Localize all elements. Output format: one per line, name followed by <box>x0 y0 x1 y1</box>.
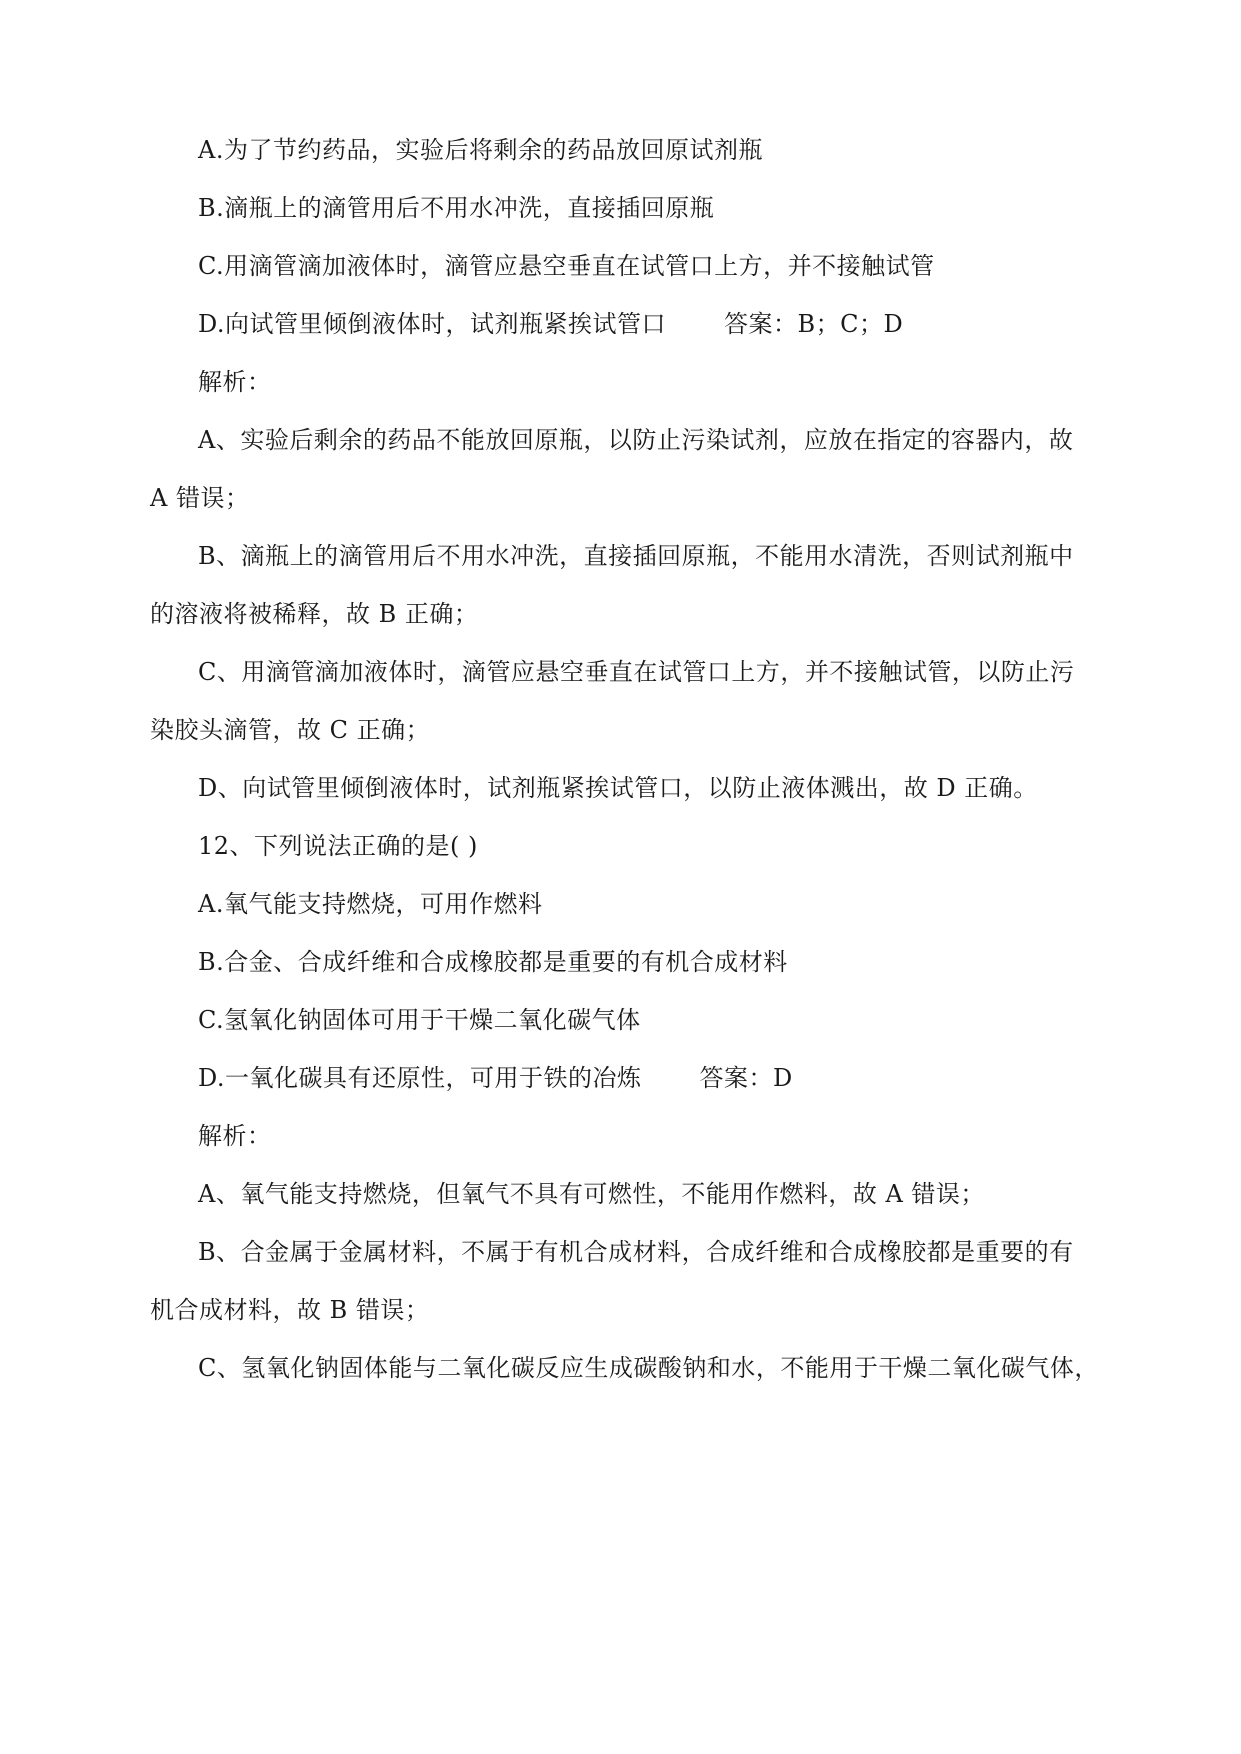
q11-analysis-line: 染胶头滴管，故 C 正确； <box>150 716 431 744</box>
q12-analysis-line: C、氢氧化钠固体能与二氧化碳反应生成碳酸钠和水，不能用于干燥二氧化碳气体， <box>198 1354 1099 1382</box>
q11-analysis-label: 解析： <box>198 368 272 396</box>
q12-option-a: A.氧气能支持燃烧，可用作燃料 <box>198 890 543 918</box>
q12-question: 12、下列说法正确的是( ) <box>198 832 478 860</box>
q11-option-d-row <box>198 309 903 339</box>
q12-option-d: D.一氧化碳具有还原性，可用于铁的冶炼 <box>198 1064 642 1092</box>
q12-analysis-line: 机合成材料，故 B 错误； <box>150 1296 430 1324</box>
q12-option-b: B.合金、合成纤维和合成橡胶都是重要的有机合成材料 <box>198 948 788 976</box>
q12-analysis-line: A、氧气能支持燃烧，但氧气不具有可燃性，不能用作燃料，故 A 错误； <box>198 1180 985 1208</box>
q11-analysis-line: 的溶液将被稀释，故 B 正确； <box>150 600 479 628</box>
q11-option-b: B.滴瓶上的滴管用后不用水冲洗，直接插回原瓶 <box>198 194 715 222</box>
q12-answer: 答案：D <box>699 1064 793 1092</box>
q12-analysis-label: 解析： <box>198 1122 272 1150</box>
q12-analysis-line: B、合金属于金属材料，不属于有机合成材料，合成纤维和合成橡胶都是重要的有 <box>198 1238 1074 1266</box>
q11-option-a: A.为了节约药品，实验后将剩余的药品放回原试剂瓶 <box>198 136 763 164</box>
q12-option-d-row <box>198 1063 793 1093</box>
q11-option-d: D.向试管里倾倒液体时，试剂瓶紧挨试管口 <box>198 310 667 338</box>
q11-analysis-line: A、实验后剩余的药品不能放回原瓶，以防止污染试剂，应放在指定的容器内，故 <box>198 426 1074 454</box>
q11-analysis-line: A 错误； <box>150 484 250 512</box>
q11-analysis-line: C、用滴管滴加液体时，滴管应悬空垂直在试管口上方，并不接触试管，以防止污 <box>198 658 1075 686</box>
q11-analysis-line: B、滴瓶上的滴管用后不用水冲洗，直接插回原瓶，不能用水清洗，否则试剂瓶中 <box>198 542 1074 570</box>
q11-analysis-line: D、向试管里倾倒液体时，试剂瓶紧挨试管口，以防止液体溅出，故 D 正确。 <box>198 774 1038 802</box>
q12-option-c: C.氢氧化钠固体可用于干燥二氧化碳气体 <box>198 1006 641 1034</box>
q11-option-c: C.用滴管滴加液体时，滴管应悬空垂直在试管口上方，并不接触试管 <box>198 252 935 280</box>
q11-answer: 答案：B；C；D <box>724 310 904 338</box>
